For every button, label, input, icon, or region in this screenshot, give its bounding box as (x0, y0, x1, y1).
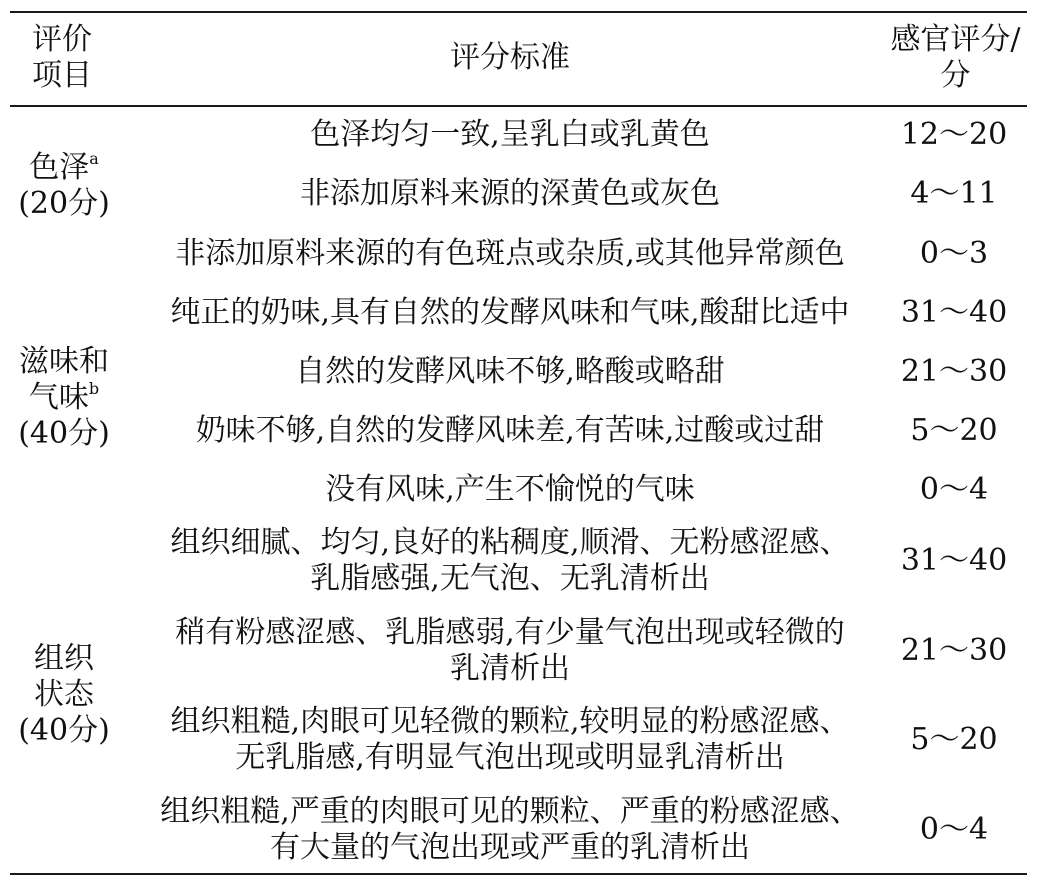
category-texture-points: (40分) (18, 713, 110, 748)
category-taste-odor (8, 340, 120, 456)
table-row-score: 4～11 (910, 176, 998, 211)
table-row-criteria (128, 470, 892, 510)
category-taste-line-2 (29, 380, 99, 416)
criteria-line: 组织粗糙,肉眼可见轻微的颗粒,较明显的粉感涩感、 (170, 704, 850, 739)
header-item-line-1: 评价 (32, 22, 92, 57)
header-score-line-1: 感官评分/ (890, 22, 1021, 57)
category-color-points: (20分) (18, 186, 110, 221)
table-row-criteria (128, 613, 892, 689)
header-item (10, 20, 114, 96)
table-row-criteria (128, 792, 892, 868)
header-criteria-label: 评分标准 (450, 40, 570, 75)
table-row-criteria (128, 293, 892, 333)
header-item-line-2: 项目 (32, 58, 92, 93)
table-row-criteria (128, 523, 892, 599)
table-row-score: 5～20 (910, 413, 998, 448)
table-row-score: 31～40 (900, 295, 1008, 330)
table-row-score: 12～20 (900, 117, 1008, 152)
table-row-criteria (128, 411, 892, 451)
category-taste-points: (40分) (18, 416, 110, 451)
criteria-line: 非添加原料来源的有色斑点或杂质,或其他异常颜色 (175, 236, 845, 271)
header-criteria (120, 20, 900, 96)
criteria-line: 乳清析出 (450, 651, 570, 686)
table-bottom-rule (10, 873, 1027, 875)
category-texture-line-2: 状态 (34, 677, 94, 712)
criteria-line: 组织粗糙,严重的肉眼可见的颗粒、严重的粉感涩感、 (160, 794, 860, 829)
criteria-line: 色泽均匀一致,呈乳白或乳黄色 (310, 117, 710, 152)
criteria-line: 奶味不够,自然的发酵风味差,有苦味,过酸或过甜 (195, 413, 825, 448)
category-color (8, 146, 120, 226)
criteria-line: 组织细腻、均匀,良好的粘稠度,顺滑、无粉感涩感、 (170, 525, 850, 560)
category-color-name (29, 150, 99, 186)
criteria-line: 乳脂感强,无气泡、无乳清析出 (310, 561, 710, 596)
table-row-score: 0～3 (919, 236, 989, 271)
table-row-criteria (128, 234, 892, 274)
category-taste-line-1: 滋味和 (19, 344, 109, 379)
table-row-criteria (128, 115, 892, 155)
table-row-score: 31～40 (900, 543, 1008, 578)
criteria-line: 有大量的气泡出现或严重的乳清析出 (270, 830, 750, 865)
criteria-line: 非添加原料来源的深黄色或灰色 (300, 176, 720, 211)
table-header-rule (10, 105, 1027, 107)
table-row-score: 21～30 (900, 633, 1008, 668)
table-row-score: 0～4 (919, 472, 989, 507)
criteria-line: 无乳脂感,有明显气泡出现或明显乳清析出 (235, 740, 785, 775)
criteria-line: 没有风味,产生不愉悦的气味 (325, 472, 695, 507)
category-taste-label: 气味 (28, 380, 89, 415)
category-texture (8, 637, 120, 753)
category-texture-line-1: 组织 (34, 641, 94, 676)
header-score-line-2: 分 (940, 58, 971, 93)
category-taste-footnote-mark: b (88, 379, 100, 398)
criteria-line: 稍有粉感涩感、乳脂感弱,有少量气泡出现或轻微的 (175, 615, 845, 650)
table-top-rule (10, 11, 1027, 13)
table-row-criteria (128, 174, 892, 214)
table-row-score: 21～30 (900, 354, 1008, 389)
table-row-criteria (128, 352, 892, 392)
table-row-score: 5～20 (910, 722, 998, 757)
table-row-score: 0～4 (919, 812, 989, 847)
criteria-line: 自然的发酵风味不够,略酸或略甜 (295, 354, 725, 389)
category-color-footnote-mark: a (89, 149, 99, 168)
criteria-line: 纯正的奶味,具有自然的发酵风味和气味,酸甜比适中 (170, 295, 850, 330)
category-color-label: 色泽 (29, 150, 90, 185)
table-row-criteria (128, 702, 892, 778)
header-score (878, 20, 1033, 96)
